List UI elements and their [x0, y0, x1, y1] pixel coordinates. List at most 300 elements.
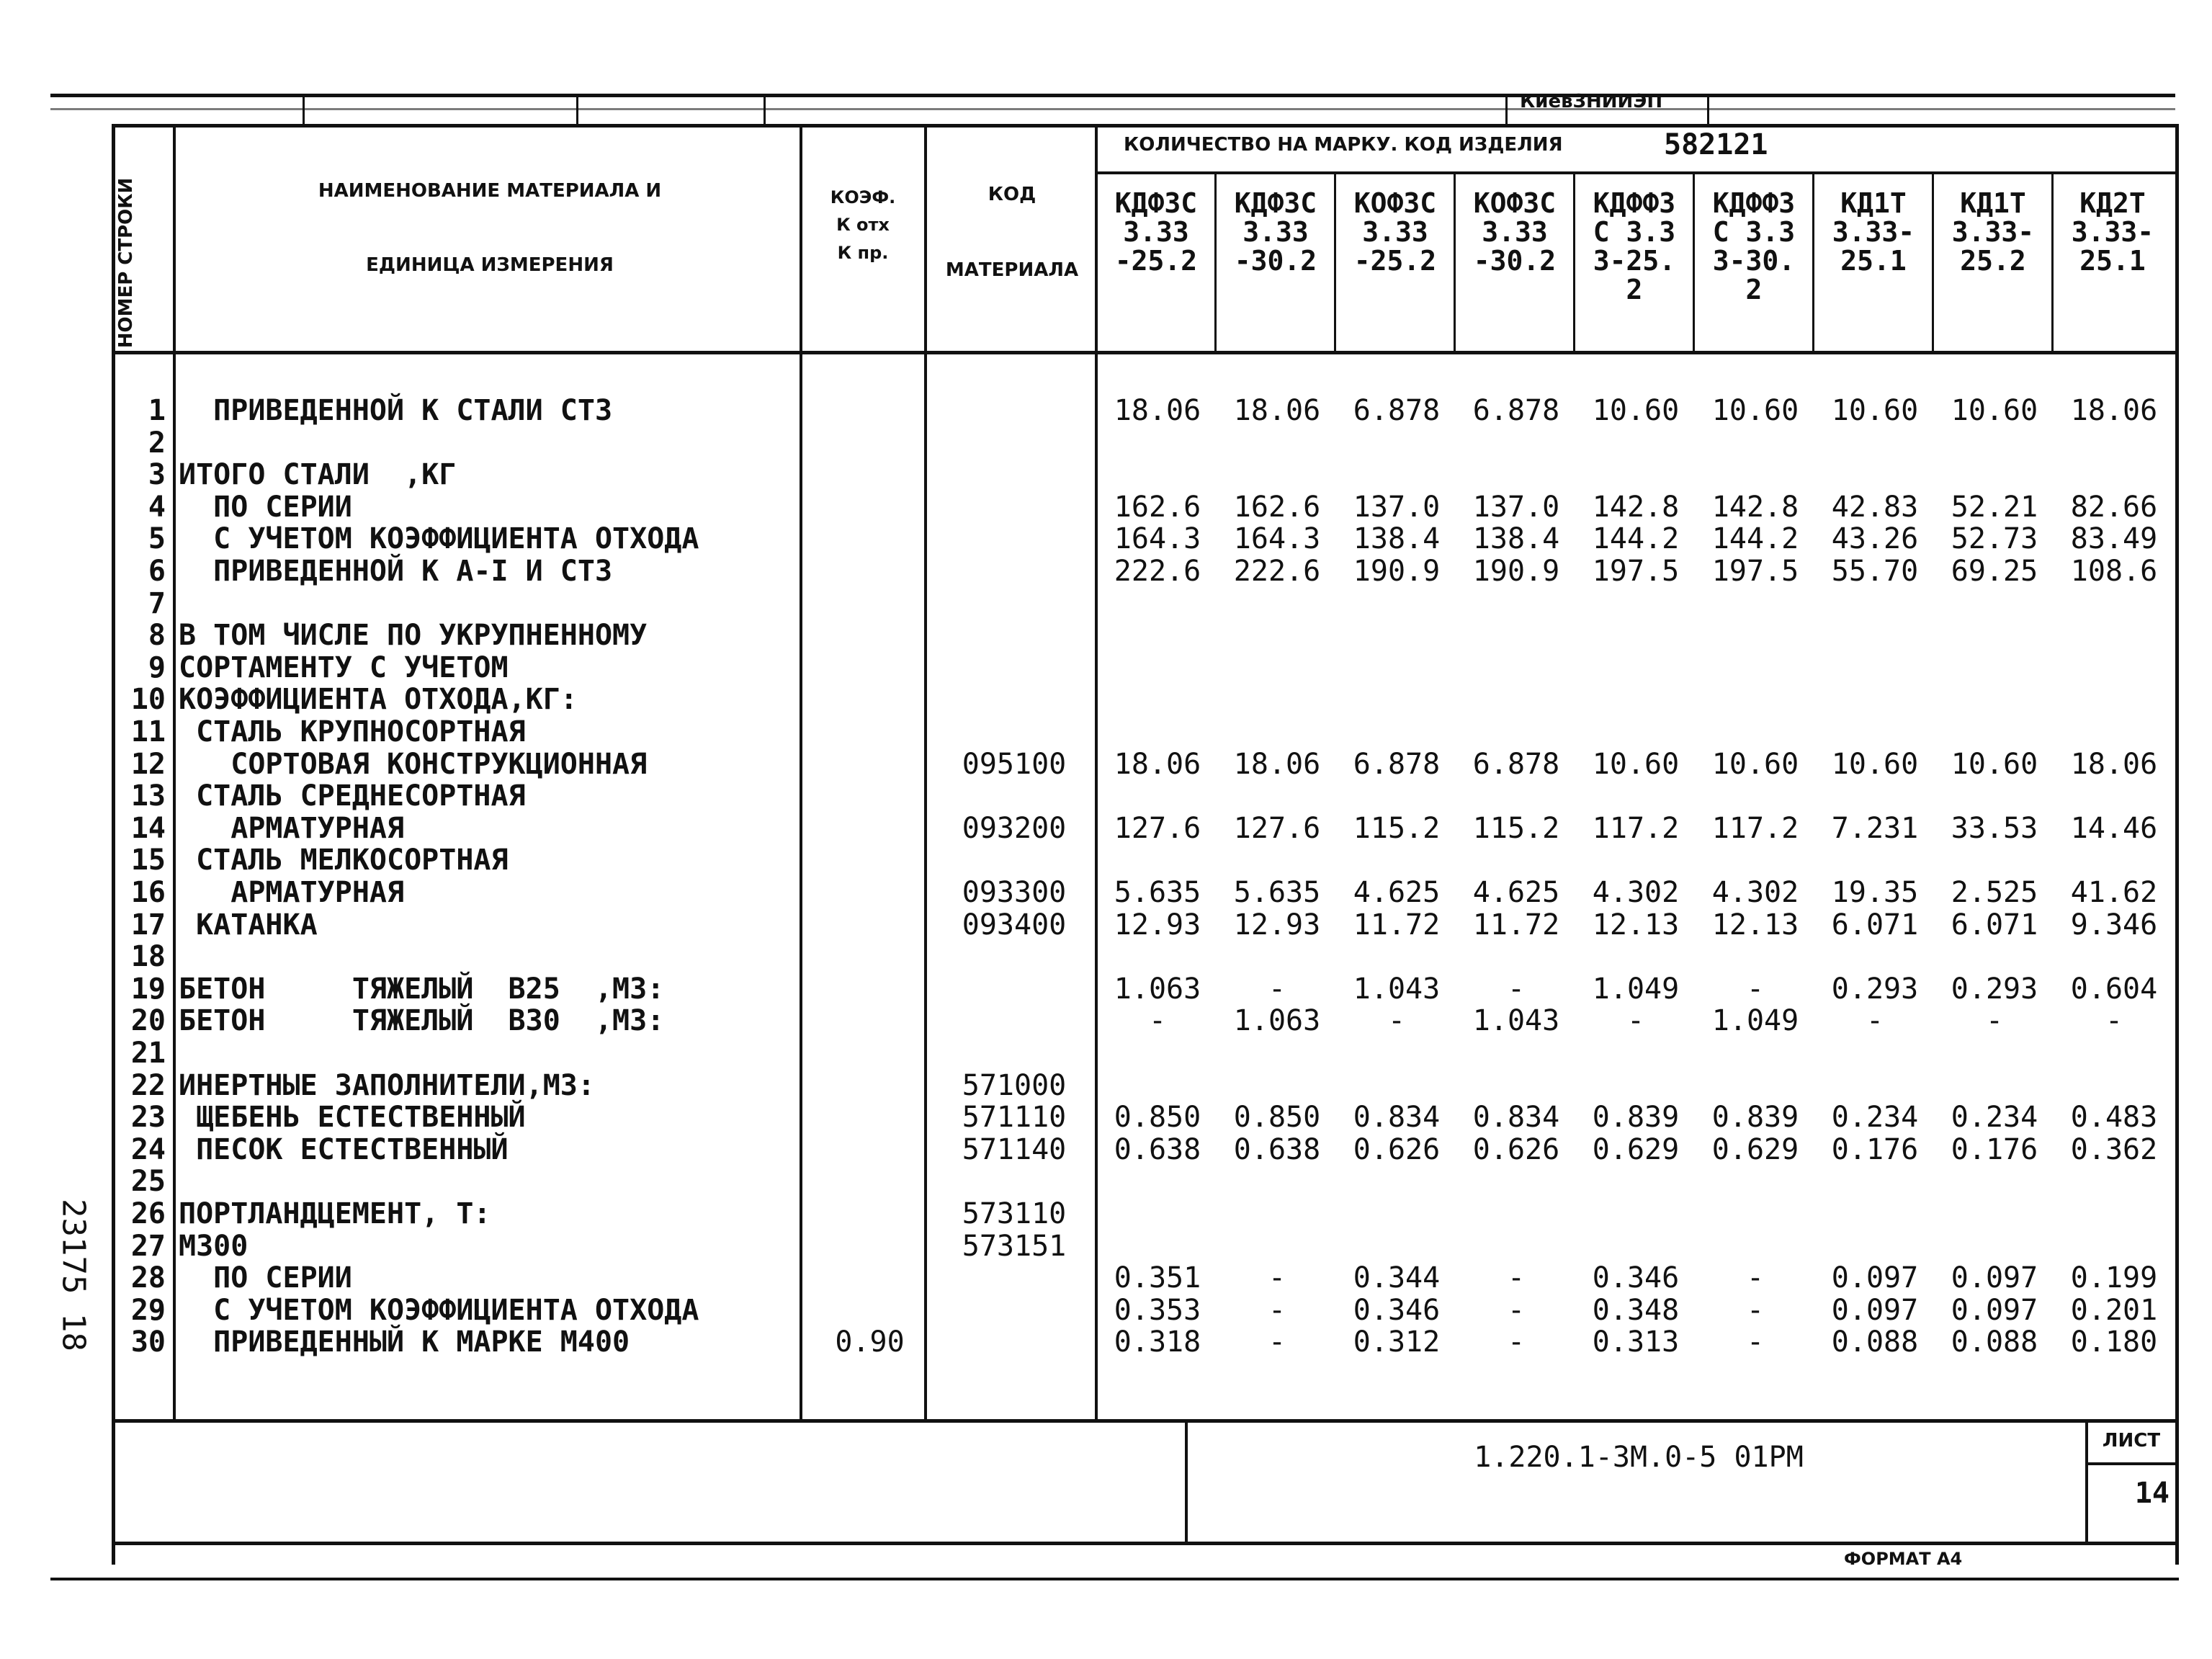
- value-cell: 18.06: [2070, 394, 2158, 427]
- mark-header-line: 25.1: [1840, 245, 1907, 277]
- footer-sheet-divider: [2085, 1421, 2088, 1543]
- table-row: [0, 1037, 2175, 1069]
- value-cell: 0.638: [1114, 1133, 1201, 1166]
- value-cell: 144.2: [1592, 522, 1680, 555]
- material-name: ПРИВЕДЕННОЙ К А-I И СТ3: [179, 555, 613, 588]
- mark-header-line: [1098, 275, 1214, 304]
- mark-header-line: [1337, 275, 1454, 304]
- value-cell: 6.071: [1831, 908, 1919, 942]
- value-cell: 41.62: [2070, 876, 2158, 909]
- material-name: ПЕСОК ЕСТЕСТВЕННЫЙ: [179, 1133, 509, 1166]
- top-border: [50, 94, 2175, 97]
- row-number: 18: [130, 940, 166, 973]
- value-cell: -: [1626, 1004, 1645, 1037]
- row-number: 17: [130, 908, 166, 942]
- material-code: 571140: [962, 1133, 1067, 1166]
- material-name: КАТАНКА: [179, 908, 318, 942]
- material-name: С УЧЕТОМ КОЭФФИЦИЕНТА ОТХОДА: [179, 1294, 699, 1327]
- mark-col-line: [1812, 173, 1814, 352]
- value-cell: -: [1746, 972, 1765, 1006]
- mark-col-line: [2051, 173, 2054, 352]
- mark-header-line: 3-25.: [1593, 245, 1676, 277]
- row-number: 16: [130, 876, 166, 909]
- value-cell: 0.834: [1472, 1101, 1560, 1134]
- value-cell: 0.839: [1592, 1101, 1680, 1134]
- value-cell: 18.06: [2070, 748, 2158, 781]
- value-cell: 10.60: [1951, 748, 2038, 781]
- value-cell: 0.097: [1831, 1294, 1919, 1327]
- mark-header-line: [2054, 275, 2171, 304]
- table-row: [0, 844, 2175, 876]
- mark-header-line: 3.33: [1362, 216, 1428, 248]
- value-cell: -: [1866, 1004, 1884, 1037]
- value-cell: -: [1746, 1325, 1765, 1359]
- value-cell: 52.21: [1951, 491, 2038, 524]
- table-bottom-line: [112, 1419, 2179, 1423]
- mark-header-line: С 3.3: [1593, 216, 1676, 248]
- value-cell: 33.53: [1951, 812, 2038, 845]
- material-code: 571110: [962, 1101, 1067, 1134]
- material-code: 093200: [962, 812, 1067, 845]
- value-cell: 0.344: [1353, 1261, 1441, 1294]
- value-cell: 12.93: [1233, 908, 1321, 942]
- value-cell: 197.5: [1592, 555, 1680, 588]
- value-cell: 0.346: [1592, 1261, 1680, 1294]
- row-number: 5: [148, 522, 166, 555]
- mark-header-3: [1337, 189, 1454, 304]
- value-cell: 0.180: [2070, 1325, 2158, 1359]
- value-cell: -: [1148, 1004, 1167, 1037]
- value-cell: 0.839: [1711, 1101, 1799, 1134]
- value-cell: 164.3: [1114, 522, 1201, 555]
- material-name: В ТОМ ЧИСЛЕ ПО УКРУПНЕННОМУ: [179, 619, 648, 652]
- mark-header-line: КД2Т: [2079, 187, 2146, 219]
- table-row: [0, 1262, 2175, 1294]
- value-cell: 138.4: [1353, 522, 1441, 555]
- table-row: [0, 1198, 2175, 1230]
- value-cell: 127.6: [1233, 812, 1321, 845]
- material-name: С УЧЕТОМ КОЭФФИЦИЕНТА ОТХОДА: [179, 522, 699, 555]
- row-number: 9: [148, 651, 166, 684]
- material-code: 093400: [962, 908, 1067, 942]
- value-cell: 6.878: [1472, 394, 1560, 427]
- value-cell: -: [1268, 1261, 1286, 1294]
- table-row: [0, 555, 2175, 587]
- row-number: 21: [130, 1037, 166, 1070]
- coefficient: 0.90: [835, 1325, 905, 1359]
- value-cell: 0.834: [1353, 1101, 1441, 1134]
- value-cell: 1.063: [1233, 1004, 1321, 1037]
- mark-col-line: [1932, 173, 1934, 352]
- mark-header-line: КДФ3С: [1114, 187, 1198, 219]
- value-cell: 69.25: [1951, 555, 2038, 588]
- mark-header-line: -30.2: [1473, 245, 1557, 277]
- frame-top: [112, 124, 2179, 128]
- value-cell: 0.201: [2070, 1294, 2158, 1327]
- material-name: КОЭФФИЦИЕНТА ОТХОДА,КГ:: [179, 683, 578, 716]
- mark-col-line: [1573, 173, 1575, 352]
- mark-header-9: [2054, 189, 2171, 304]
- value-cell: 137.0: [1472, 491, 1560, 524]
- value-cell: 0.176: [1831, 1133, 1919, 1166]
- value-cell: 0.318: [1114, 1325, 1201, 1359]
- quantity-header-line: [1095, 171, 2179, 174]
- row-number: 6: [148, 555, 166, 588]
- value-cell: 83.49: [2070, 522, 2158, 555]
- material-code: 573110: [962, 1197, 1067, 1230]
- header-code-line1: КОД: [988, 184, 1036, 205]
- mark-header-line: 25.2: [1960, 245, 2026, 277]
- value-cell: -: [1387, 1004, 1406, 1037]
- material-name: СОРТОВАЯ КОНСТРУКЦИОННАЯ: [179, 748, 648, 781]
- value-cell: 4.625: [1353, 876, 1441, 909]
- table-row: [0, 395, 2175, 426]
- value-cell: 12.13: [1711, 908, 1799, 942]
- mark-header-line: КОФ3С: [1353, 187, 1437, 219]
- mark-header-line: КД1Т: [1840, 187, 1907, 219]
- material-name: ПРИВЕДЕННЫЙ К МАРКЕ М400: [179, 1325, 630, 1359]
- table-row: [0, 941, 2175, 972]
- table-row: [0, 588, 2175, 620]
- footer-sheet-label: ЛИСТ: [2102, 1430, 2161, 1452]
- row-number: 4: [148, 491, 166, 524]
- table-row: [0, 748, 2175, 780]
- row-number: 8: [148, 619, 166, 652]
- value-cell: 6.878: [1472, 748, 1560, 781]
- material-name: ПО СЕРИИ: [179, 1261, 352, 1294]
- mark-header-1: [1098, 189, 1214, 304]
- header-material-line1: НАИМЕНОВАНИЕ МАТЕРИАЛА И: [318, 180, 662, 202]
- value-cell: 10.60: [1831, 748, 1919, 781]
- value-cell: 10.60: [1831, 394, 1919, 427]
- table-row: [0, 780, 2175, 812]
- frame-bottom: [112, 1542, 2179, 1545]
- row-number: 24: [130, 1133, 166, 1166]
- value-cell: -: [1268, 1325, 1286, 1359]
- row-number: 14: [130, 812, 166, 845]
- row-number: 11: [130, 715, 166, 748]
- value-cell: 162.6: [1114, 491, 1201, 524]
- value-cell: 55.70: [1831, 555, 1919, 588]
- mark-header-line: -25.2: [1114, 245, 1198, 277]
- value-cell: 115.2: [1472, 812, 1560, 845]
- mark-header-line: 3.33-: [1832, 216, 1915, 248]
- value-cell: -: [1268, 1294, 1286, 1327]
- table-row: [0, 909, 2175, 941]
- mark-header-2: [1217, 189, 1334, 304]
- material-code: 093300: [962, 876, 1067, 909]
- value-cell: -: [1268, 972, 1286, 1006]
- value-cell: 162.6: [1233, 491, 1321, 524]
- value-cell: 0.626: [1353, 1133, 1441, 1166]
- material-code: 095100: [962, 748, 1067, 781]
- value-cell: -: [1746, 1294, 1765, 1327]
- value-cell: 5.635: [1114, 876, 1201, 909]
- header-quantity: КОЛИЧЕСТВО НА МАРКУ. КОД ИЗДЕЛИЯ: [1124, 134, 1563, 156]
- mark-header-line: КДФ3С: [1234, 187, 1317, 219]
- value-cell: 4.302: [1711, 876, 1799, 909]
- value-cell: -: [1985, 1004, 2004, 1037]
- value-cell: 0.176: [1951, 1133, 2038, 1166]
- value-cell: 115.2: [1353, 812, 1441, 845]
- header-product-code: 582121: [1664, 128, 1768, 161]
- table-row: [0, 1070, 2175, 1101]
- mark-header-line: -25.2: [1353, 245, 1437, 277]
- value-cell: 10.60: [1711, 394, 1799, 427]
- material-name: АРМАТУРНАЯ: [179, 812, 405, 845]
- value-cell: 0.353: [1114, 1294, 1201, 1327]
- value-cell: 117.2: [1711, 812, 1799, 845]
- value-cell: -: [2105, 1004, 2123, 1037]
- mark-header-line: 25.1: [2079, 245, 2146, 277]
- mark-header-line: 3.33: [1123, 216, 1189, 248]
- material-name: ПО СЕРИИ: [179, 491, 352, 524]
- top-strip-org: КиевЗНИИЭП: [1520, 91, 1663, 112]
- mark-header-line: [1815, 275, 1932, 304]
- material-name: М300: [179, 1230, 248, 1263]
- value-cell: 18.06: [1233, 394, 1321, 427]
- value-cell: 0.348: [1592, 1294, 1680, 1327]
- value-cell: -: [1507, 1294, 1526, 1327]
- row-number: 19: [130, 972, 166, 1006]
- value-cell: 7.231: [1831, 812, 1919, 845]
- mark-header-line: КДФФ3: [1593, 187, 1676, 219]
- value-cell: 12.13: [1592, 908, 1680, 942]
- material-name: СОРТАМЕНТУ С УЧЕТОМ: [179, 651, 509, 684]
- frame-right: [2175, 124, 2179, 1565]
- mark-header-line: 3.33: [1242, 216, 1309, 248]
- value-cell: -: [1507, 1325, 1526, 1359]
- mark-header-line: 3.33: [1482, 216, 1548, 248]
- row-number: 22: [130, 1069, 166, 1102]
- table-row: [0, 427, 2175, 459]
- value-cell: 190.9: [1353, 555, 1441, 588]
- footer-format: ФОРМАТ А4: [1844, 1549, 1963, 1569]
- row-number: 7: [148, 587, 166, 620]
- value-cell: 0.234: [1951, 1101, 2038, 1134]
- value-cell: 0.626: [1472, 1133, 1560, 1166]
- row-number: 30: [130, 1325, 166, 1359]
- value-cell: 19.35: [1831, 876, 1919, 909]
- value-cell: 43.26: [1831, 522, 1919, 555]
- material-name: ПРИВЕДЕННОЙ К СТАЛИ СТ3: [179, 394, 613, 427]
- mark-header-6: [1696, 189, 1812, 304]
- mark-header-line: [1456, 275, 1573, 304]
- value-cell: 144.2: [1711, 522, 1799, 555]
- table-row: [0, 973, 2175, 1005]
- table-row: [0, 1166, 2175, 1197]
- value-cell: 197.5: [1711, 555, 1799, 588]
- table-row: [0, 877, 2175, 908]
- value-cell: 10.60: [1592, 394, 1680, 427]
- header-coef: КОЭФ. К отх К пр.: [830, 187, 896, 263]
- table-row: [0, 1294, 2175, 1326]
- value-cell: 164.3: [1233, 522, 1321, 555]
- value-cell: 0.850: [1114, 1101, 1201, 1134]
- table-row: [0, 1005, 2175, 1037]
- value-cell: 18.06: [1233, 748, 1321, 781]
- material-name: ПОРТЛАНДЦЕМЕНТ, Т:: [179, 1197, 491, 1230]
- mark-header-line: 2: [1745, 274, 1763, 305]
- value-cell: 10.60: [1951, 394, 2038, 427]
- top-strip-divider: [1707, 95, 1709, 124]
- header-material-line2: ЕДИНИЦА ИЗМЕРЕНИЯ: [366, 254, 614, 276]
- value-cell: 6.071: [1951, 908, 2038, 942]
- row-number: 10: [130, 683, 166, 716]
- row-number: 23: [130, 1101, 166, 1134]
- value-cell: 0.312: [1353, 1325, 1441, 1359]
- value-cell: 52.73: [1951, 522, 2038, 555]
- value-cell: 1.043: [1353, 972, 1441, 1006]
- table-row: [0, 716, 2175, 748]
- mark-header-line: КДФФ3: [1712, 187, 1796, 219]
- row-number: 15: [130, 844, 166, 877]
- material-name: БЕТОН ТЯЖЕЛЫЙ В30 ,М3:: [179, 1004, 665, 1037]
- value-cell: 142.8: [1711, 491, 1799, 524]
- value-cell: 82.66: [2070, 491, 2158, 524]
- row-number: 2: [148, 426, 166, 460]
- value-cell: 222.6: [1233, 555, 1321, 588]
- row-number: 29: [130, 1294, 166, 1327]
- mark-header-line: КОФ3С: [1473, 187, 1557, 219]
- row-number: 3: [148, 458, 166, 491]
- value-cell: 18.06: [1114, 394, 1201, 427]
- value-cell: 11.72: [1353, 908, 1441, 942]
- value-cell: 0.088: [1951, 1325, 2038, 1359]
- header-row-number: НОМЕР СТРОКИ: [115, 177, 137, 349]
- value-cell: 1.043: [1472, 1004, 1560, 1037]
- mark-header-line: 3-30.: [1712, 245, 1796, 277]
- table-row: [0, 652, 2175, 684]
- value-cell: 0.346: [1353, 1294, 1441, 1327]
- value-cell: 18.06: [1114, 748, 1201, 781]
- side-number: 23175 18: [55, 1199, 92, 1351]
- value-cell: 117.2: [1592, 812, 1680, 845]
- value-cell: 222.6: [1114, 555, 1201, 588]
- value-cell: -: [1746, 1261, 1765, 1294]
- value-cell: 0.351: [1114, 1261, 1201, 1294]
- value-cell: 127.6: [1114, 812, 1201, 845]
- value-cell: 0.638: [1233, 1133, 1321, 1166]
- mark-header-line: 2: [1626, 274, 1643, 305]
- row-number: 25: [130, 1165, 166, 1198]
- mark-header-8: [1935, 189, 2051, 304]
- value-cell: 0.097: [1831, 1261, 1919, 1294]
- mark-header-line: [1935, 275, 2051, 304]
- top-strip-divider: [303, 95, 305, 124]
- mark-col-line: [1454, 173, 1456, 352]
- table-row: [0, 1230, 2175, 1262]
- mark-col-line: [1334, 173, 1336, 352]
- table-row: [0, 684, 2175, 715]
- row-number: 27: [130, 1230, 166, 1263]
- material-name: ИНЕРТНЫЕ ЗАПОЛНИТЕЛИ,М3:: [179, 1069, 595, 1102]
- row-number: 12: [130, 748, 166, 781]
- value-cell: 0.234: [1831, 1101, 1919, 1134]
- value-cell: 6.878: [1353, 394, 1441, 427]
- material-name: АРМАТУРНАЯ: [179, 876, 405, 909]
- mark-header-line: КД1Т: [1960, 187, 2026, 219]
- mark-col-line: [1214, 173, 1217, 352]
- row-number: 1: [148, 394, 166, 427]
- value-cell: -: [1507, 1261, 1526, 1294]
- footer-sheet-line: [2085, 1462, 2177, 1465]
- value-cell: 137.0: [1353, 491, 1441, 524]
- row-number: 28: [130, 1261, 166, 1294]
- value-cell: 2.525: [1951, 876, 2038, 909]
- footer-doc-number: 1.220.1-3М.0-5 01РМ: [1474, 1441, 1804, 1474]
- value-cell: 190.9: [1472, 555, 1560, 588]
- value-cell: 1.049: [1592, 972, 1680, 1006]
- material-name: ИТОГО СТАЛИ ,КГ: [179, 458, 457, 491]
- value-cell: 11.72: [1472, 908, 1560, 942]
- mark-header-4: [1456, 189, 1573, 304]
- value-cell: 0.629: [1711, 1133, 1799, 1166]
- value-cell: 0.629: [1592, 1133, 1680, 1166]
- top-strip-line: [50, 108, 2175, 110]
- top-strip-divider: [576, 95, 578, 124]
- footer-divider: [1185, 1421, 1188, 1543]
- value-cell: 0.362: [2070, 1133, 2158, 1166]
- material-code: 571000: [962, 1069, 1067, 1102]
- material-code: 573151: [962, 1230, 1067, 1263]
- value-cell: 0.199: [2070, 1261, 2158, 1294]
- page-bottom-line: [50, 1578, 2179, 1580]
- value-cell: 12.93: [1114, 908, 1201, 942]
- value-cell: 5.635: [1233, 876, 1321, 909]
- value-cell: 6.878: [1353, 748, 1441, 781]
- value-cell: 0.097: [1951, 1261, 2038, 1294]
- table-row: [0, 1134, 2175, 1166]
- mark-header-line: 3.33-: [2071, 216, 2154, 248]
- value-cell: 9.346: [2070, 908, 2158, 942]
- value-cell: 4.625: [1472, 876, 1560, 909]
- row-number: 20: [130, 1004, 166, 1037]
- value-cell: -: [1507, 972, 1526, 1006]
- value-cell: 108.6: [2070, 555, 2158, 588]
- value-cell: 0.088: [1831, 1325, 1919, 1359]
- material-name: СТАЛЬ КРУПНОСОРТНАЯ: [179, 715, 526, 748]
- table-row: [0, 523, 2175, 555]
- mark-col-line: [1693, 173, 1695, 352]
- value-cell: 14.46: [2070, 812, 2158, 845]
- top-strip-divider: [764, 95, 766, 124]
- material-name: ЩЕБЕНЬ ЕСТЕСТВЕННЫЙ: [179, 1101, 526, 1134]
- value-cell: 10.60: [1592, 748, 1680, 781]
- value-cell: 0.293: [1951, 972, 2038, 1006]
- row-number: 26: [130, 1197, 166, 1230]
- material-name: СТАЛЬ СРЕДНЕСОРТНАЯ: [179, 779, 526, 813]
- mark-header-7: [1815, 189, 1932, 304]
- value-cell: 142.8: [1592, 491, 1680, 524]
- material-name: БЕТОН ТЯЖЕЛЫЙ В25 ,М3:: [179, 972, 665, 1006]
- mark-header-line: -30.2: [1234, 245, 1317, 277]
- value-cell: 42.83: [1831, 491, 1919, 524]
- value-cell: 1.049: [1711, 1004, 1799, 1037]
- value-cell: 0.293: [1831, 972, 1919, 1006]
- value-cell: 4.302: [1592, 876, 1680, 909]
- header-code-line2: МАТЕРИАЛА: [945, 259, 1079, 281]
- table-row: [0, 813, 2175, 844]
- value-cell: 0.604: [2070, 972, 2158, 1006]
- top-strip-divider: [1505, 95, 1508, 124]
- value-cell: 0.850: [1233, 1101, 1321, 1134]
- value-cell: 0.097: [1951, 1294, 2038, 1327]
- mark-header-line: [1217, 275, 1334, 304]
- table-row: [0, 620, 2175, 651]
- header-bottom-line: [112, 351, 2179, 354]
- mark-header-line: 3.33-: [1951, 216, 2035, 248]
